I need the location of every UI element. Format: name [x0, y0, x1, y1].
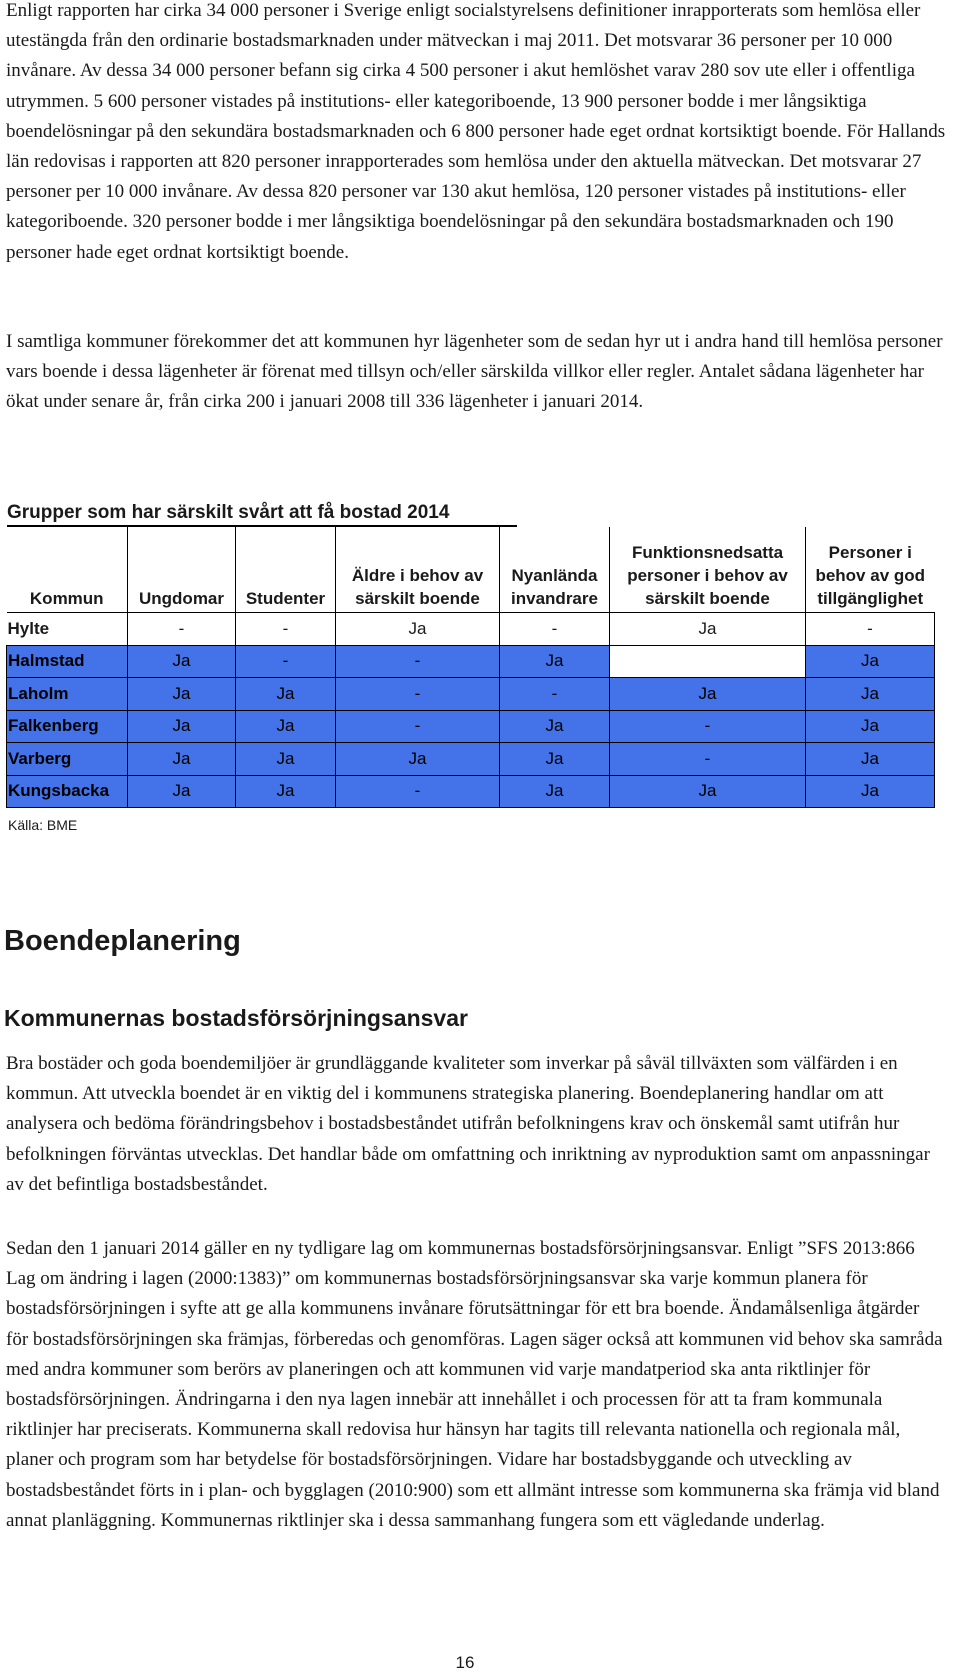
- table-cell: Ja: [806, 710, 935, 743]
- section-heading: Boendeplanering: [4, 925, 241, 957]
- table-cell-empty: [610, 645, 806, 678]
- table-cell: -: [336, 710, 500, 743]
- table-cell: Ja: [806, 743, 935, 776]
- table-cell-kommun: Hylte: [7, 613, 128, 646]
- table-cell: -: [236, 645, 336, 678]
- table-row: [7, 775, 935, 808]
- page-number: 16: [455, 1653, 475, 1672]
- table-cell: Ja: [236, 775, 336, 808]
- column-header-ungdomar: Ungdomar: [128, 527, 236, 613]
- table-cell: Ja: [128, 743, 236, 776]
- paragraph-housing-law: Sedan den 1 januari 2014 gäller en ny tydligare lag om kommunernas bostadsförsörjningsansvar. Enligt ”SFS 2013:866 Lag om ändring i lagen (2000:1383)” om kommunernas bostadsförsörjningsansvar ska varje kommun planera för bostadsförsörjningen i syfte att ge alla kommunens invånare förutsättningar för ett bra boende. Ändamålsenliga åtgärder för bostadsförsörjningen ska främjas, förberedas och genomföras. Lagen säger också att kommunen vid behov ska samråda med andra kommuner som berörs av planeringen och att kommunen vid varje mandatperiod ska anta riktlinjer för bostadsförsörjningen. Ändringarna i den nya lagen innebär att innehållet i och processen för att ta fram kommunala riktlinjer har preciserats. Kommunerna skall redovisa hur hänsyn har tagits till relevanta nationella och regionala mål, planer och program som har betydelse för bostadsförsörjningen. Vidare har bostadsbyggande och utveckling av bostadsbeståndet förts in i plan- och bygglagen (2010:900) som ett allmänt intresse som kommunerna ska främja vid bland annat planläggning. Kommunernas riktlinjer ska i dessa sammanhang fungera som ett vägledande underlag.: [6, 1238, 943, 1531]
- table-cell: Ja: [128, 775, 236, 808]
- table-cell: Ja: [806, 775, 935, 808]
- table-row: [7, 613, 935, 646]
- table-row: [7, 645, 935, 678]
- table-cell: Ja: [236, 678, 336, 711]
- table-cell: Ja: [610, 678, 806, 711]
- paragraph-homelessness-report: Enligt rapporten har cirka 34 000 personer i Sverige enligt socialstyrelsens definitioner inrapporterats som hemlösa eller utestängda från den ordinarie bostadsmarknaden under mätveckan i maj 2011. Det motsvarar 36 personer per 10 000 invånare. Av dessa 34 000 personer befann sig cirka 4 500 personer i akut hemlöshet varav 280 sov ute eller i offentliga utrymmen. 5 600 personer vistades på institutions- eller kategoriboende, 13 900 personer bodde i mer långsiktiga boendelösningar på den sekundära bostadsmarknaden och 6 800 personer hade eget ordnat kortsiktigt boende. För Hallands län redovisas i rapporten att 820 personer inrapporterades som hemlösa under den aktuella mätveckan. Det motsvarar 27 personer per 10 000 invånare. Av dessa 820 personer var 130 akut hemlösa, 120 personer vistades på institutions- eller kategoriboende. 320 personer bodde i mer långsiktiga boendelösningar på den sekundära bostadsmarknaden och 190 personer hade eget ordnat kortsiktigt boende.: [6, 0, 946, 263]
- table-cell: Ja: [128, 678, 236, 711]
- table-cell: Ja: [500, 645, 610, 678]
- table-cell: Ja: [128, 645, 236, 678]
- table-header-row: [7, 527, 935, 613]
- table-cell-kommun: Falkenberg: [7, 710, 128, 743]
- table-cell-kommun: Varberg: [7, 743, 128, 776]
- table-cell: Ja: [236, 743, 336, 776]
- table-cell: Ja: [236, 710, 336, 743]
- table-cell: -: [500, 613, 610, 646]
- table-cell: Ja: [500, 710, 610, 743]
- table-cell: Ja: [610, 775, 806, 808]
- table-cell: -: [806, 613, 935, 646]
- housing-groups-table: [6, 527, 935, 808]
- table-cell: Ja: [336, 743, 500, 776]
- table-cell: -: [610, 743, 806, 776]
- table-source: Källa: BME: [8, 817, 78, 833]
- paragraph-housing-planning: Bra bostäder och goda boendemiljöer är grundläggande kvaliteter som inverkar på såväl tillväxten som välfärden i en kommun. Att utveckla boendet är en viktig del i kommunens strategiska planering. Boendeplanering handlar om att analysera och bedöma förändringsbehov i bostadsbeståndet utifrån befolkningens krav och önskemål samt utifrån hur befolkningen förväntas utvecklas. Det handlar både om omfattning och inriktning av nyproduktion samt om anpassningar av det befintliga bostadsbeståndet.: [6, 1053, 930, 1195]
- table-row: [7, 743, 935, 776]
- table-cell: -: [336, 645, 500, 678]
- table-cell: -: [336, 775, 500, 808]
- table-cell: -: [128, 613, 236, 646]
- table-cell: Ja: [128, 710, 236, 743]
- column-header-tillganglighet: Personer i behov av god tillgänglighet: [806, 527, 935, 613]
- column-header-aldre: Äldre i behov av särskilt boende: [336, 527, 500, 613]
- table-cell: Ja: [336, 613, 500, 646]
- table-title: Grupper som har särskilt svårt att få bostad 2014: [7, 502, 517, 527]
- table-cell: Ja: [610, 613, 806, 646]
- table-cell: -: [336, 678, 500, 711]
- table-cell: Ja: [500, 743, 610, 776]
- table-cell-kommun: Halmstad: [7, 645, 128, 678]
- column-header-funktionsnedsatta: Funktionsnedsatta personer i behov av särskilt boende: [610, 527, 806, 613]
- column-header-nyanlanda: Nyanlända invandrare: [500, 527, 610, 613]
- column-header-studenter: Studenter: [236, 527, 336, 613]
- table-cell: Ja: [806, 645, 935, 678]
- column-header-kommun: Kommun: [29, 589, 104, 608]
- table-row: [7, 710, 935, 743]
- table-cell-kommun: Kungsbacka: [7, 775, 128, 808]
- paragraph-municipal-apartments: I samtliga kommuner förekommer det att kommunen hyr lägenheter som de sedan hyr ut i andra hand till hemlösa personer vars boende i dessa lägenheter är förenat med tillsyn och/eller särskilda villkor eller regler. Antalet sådana lägenheter har ökat under senare år, från cirka 200 i januari 2008 till 336 lägenheter i januari 2014.: [6, 331, 943, 412]
- table-cell: -: [610, 710, 806, 743]
- table-cell-kommun: Laholm: [7, 678, 128, 711]
- table-cell: -: [236, 613, 336, 646]
- table-cell: -: [500, 678, 610, 711]
- table-cell: Ja: [500, 775, 610, 808]
- table-row: [7, 678, 935, 711]
- table-cell: Ja: [806, 678, 935, 711]
- subsection-heading: Kommunernas bostadsförsörjningsansvar: [4, 1005, 468, 1031]
